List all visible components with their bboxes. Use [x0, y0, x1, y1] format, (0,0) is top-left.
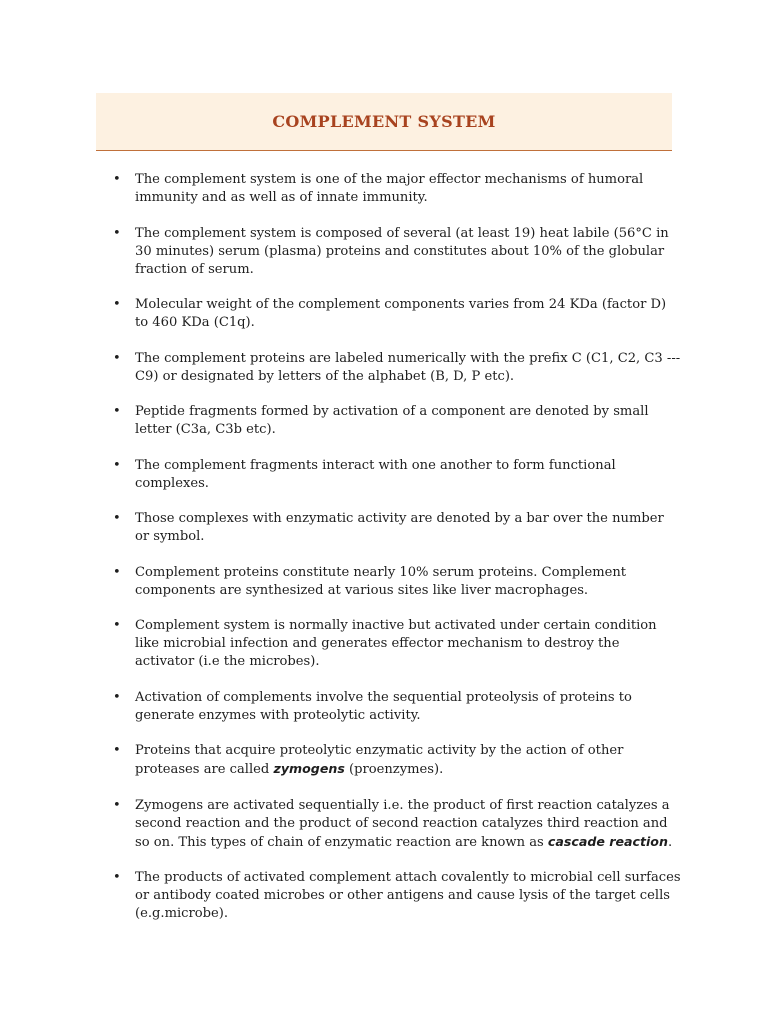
bullet-text-segment: Proteins that acquire proteolytic enzymatic activity by the action of other proteases are called: [135, 743, 624, 777]
bullet-text-segment: The products of activated complement attach covalently to microbial cell surfaces or antibody coated microbes or other antigens and cause lysis of the target cells (e.g.microbe).: [135, 870, 681, 921]
bullet-list: [113, 171, 681, 941]
bullet-icon: •: [113, 350, 121, 366]
bullet-text: [135, 404, 649, 437]
bullet-text-segment: (proenzymes).: [344, 762, 444, 777]
bullet-icon: •: [113, 689, 121, 705]
list-item: [113, 225, 681, 279]
bullet-text: [135, 226, 669, 277]
bullet-text-segment: Molecular weight of the complement components varies from 24 KDa (factor D) to 460 KDa (C1q).: [135, 297, 667, 330]
list-item: [113, 797, 681, 852]
list-item: [113, 510, 681, 546]
bullet-text: [135, 172, 643, 205]
bullet-icon: •: [113, 564, 121, 580]
bullet-icon: •: [113, 404, 121, 419]
bullet-text: [135, 458, 616, 491]
list-item: [113, 403, 681, 439]
bullet-text-segment: Peptide fragments formed by activation of a component are denoted by small letter (C3a, C3b etc).: [135, 404, 649, 437]
bullet-text-segment: The complement proteins are labeled numerically with the prefix C (C1, C2, C3 --- C9) or designated by letters of the alphabet (B, D, P etc).: [135, 350, 681, 384]
list-item: [113, 869, 681, 923]
bullet-icon: •: [113, 297, 121, 312]
bullet-text: [135, 870, 681, 921]
bullet-text-segment: Zymogens are activated sequentially i.e. the product of first reaction catalyzes a second reaction and the product of second reaction catalyzes third reaction and so on. This types of chain of enzymatic reaction are known as: [135, 797, 670, 850]
bullet-text: [135, 618, 657, 669]
list-item: [113, 689, 681, 725]
emphasized-term: cascade reaction: [547, 833, 668, 849]
bullet-icon: •: [113, 870, 121, 885]
list-item: [113, 350, 681, 386]
bullet-icon: •: [113, 743, 121, 758]
page-title: COMPLEMENT SYSTEM: [272, 112, 496, 131]
bullet-icon: •: [113, 797, 121, 813]
bullet-text-segment: The complement fragments interact with one another to form functional complexes.: [135, 457, 616, 491]
bullet-icon: •: [113, 172, 121, 187]
bullet-icon: •: [113, 511, 121, 526]
list-item: [113, 296, 681, 332]
bullet-text-segment: The complement system is composed of several (at least 19) heat labile (56°C in 30 minutes) serum (plasma) proteins and constitutes about 10% of the globular fraction of serum.: [135, 225, 669, 277]
bullet-icon: •: [113, 225, 121, 241]
bullet-icon: •: [113, 457, 121, 473]
bullet-text-segment: Complement system is normally inactive but activated under certain condition like microbial infection and generates effector mechanism to destroy the activator (i.e the microbes).: [135, 618, 657, 669]
list-item: [113, 617, 681, 671]
bullet-text-segment: Activation of complements involve the sequential proteolysis of proteins to generate enzymes with proteolytic activity.: [135, 689, 632, 723]
bullet-text: [135, 297, 666, 330]
bullet-text-segment: Complement proteins constitute nearly 10% serum proteins. Complement components are synthesized at various sites like liver macrophages.: [135, 564, 627, 598]
bullet-text-segment: .: [667, 834, 673, 850]
bullet-icon: •: [113, 618, 121, 633]
list-item: [113, 564, 681, 600]
list-item: [113, 171, 681, 207]
bullet-text: [135, 690, 632, 723]
bullet-text-segment: The complement system is one of the major effector mechanisms of humoral immunity and as well as of innate immunity.: [135, 172, 644, 205]
bullet-text: [135, 565, 626, 598]
bullet-text: [135, 511, 664, 544]
list-item: [113, 742, 681, 779]
list-item: [113, 457, 681, 493]
bullet-text-segment: Those complexes with enzymatic activity are denoted by a bar over the number or symbol.: [135, 511, 664, 544]
bullet-text: [135, 798, 672, 850]
title-band: [96, 93, 672, 151]
bullet-text: [135, 743, 623, 777]
bullet-text: [135, 351, 680, 384]
emphasized-term: zymogens: [273, 761, 345, 776]
